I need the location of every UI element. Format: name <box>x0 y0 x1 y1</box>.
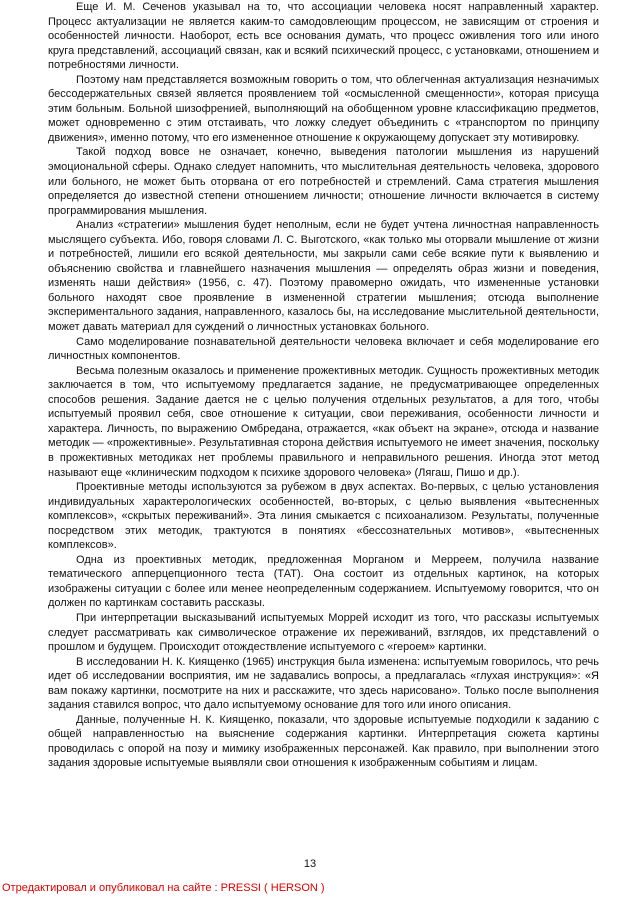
paragraph: В исследовании Н. К. Киященко (1965) инструкция была изменена: испытуемым говорилось, что речь идет об исследовании восприятия, им не задавались вопросы, а предлагалась «глухая инструкция»: «Я вам покажу картинки, посмотрите на них и расскажите, что здесь нарисовано». Только после выполнения задания ставился вопрос, что дало испытуемому основание для того или иного описания. <box>48 655 599 712</box>
paragraph: Проективные методы используются за рубежом в двух аспектах. Во-первых, с целью установления индивидуальных характерологических особенностей, во-вторых, с целью выявления «вытесненных комплексов», «скрытых переживаний». Эта линия смыкается с психоанализом. Результаты, полученные посредством этих методик, трактуются в понятиях «бессознательных мотивов», «вытесненных комплексов». <box>48 481 599 552</box>
paragraph: Данные, полученные Н. К. Киященко, показали, что здоровые испытуемые подходили к заданию с общей направленностью на выяснение содержания картинки. Интерпретация сюжета картины проводилась с опорой на позу и мимику изображенных персонажей. Как правило, при выполнении этого задания здоровые испытуемые выявляли свои отношения к изображенным событиям и лицам. <box>48 713 599 770</box>
paragraph: Одна из проективных методик, предложенная Морганом и Мерреем, получила название тематического апперцепционного теста (ТАТ). Она состоит из отдельных картинок, на которых изображены ситуации с более или менее неопределенным содержанием. Испытуемому говорится, что он должен по картинкам составить рассказы. <box>48 553 599 610</box>
paragraph: При интерпретации высказываний испытуемых Моррей исходит из того, что рассказы испытуемых следует рассматривать как символическое отражение их переживаний, взглядов, их представлений о прошлом и будущем. Происходит отождествление испытуемого с «героем» картинки. <box>48 611 599 654</box>
page-number: 13 <box>303 858 317 870</box>
paragraph: Анализ «стратегии» мышления будет неполным, если не будет учтена личностная направленность мыслящего субъекта. Ибо, говоря словами Л. С. Выготского, «как только мы оторвали мышление от жизни и потребностей, лишили его всякой деятельности, мы закрыли сами себе всякие пути к выявлению и объяснению свойства и главнейшего назначения мышления — определять образ жизни и поведения, изменять наши действия» (1956, с. 47). Поэтому правомерно ожидать, что измененные установки больного находят свое проявление в измененной стратегии мышления; отсюда выполнение экспериментального задания, направленного, казалось бы, на исследование мыслительной деятельности, может давать материал для суждений о личностных установках больного. <box>48 219 599 334</box>
paragraph: Такой подход вовсе не означает, конечно, выведения патологии мышления из нарушений эмоциональной сферы. Однако следует напомнить, что мыслительная деятельность человека, здорового или больного, не может быть оторвана от его потребностей и стремлений. Сама стратегия мышления определяется до известной степени отношением личности; отношение личности включается в систему программирования мышления. <box>48 146 599 217</box>
paragraph: Само моделирование познавательной деятельности человека включает и себя моделирование его личностных компонентов. <box>48 335 599 363</box>
paragraph: Поэтому нам представляется возможным говорить о том, что облегченная актуализация незначимых бессодержательных связей является проявлением той «осмысленной смещенности», которая присуща этим больным. Больной шизофренией, выполняющий на обобщенном уровне классификацию предметов, может одновременно с этим отстаивать, что ложку следует объединить с «транспортом по принципу движения», именно потому, что его измененное отношение к окружающему допускает эту мотивировку. <box>48 73 599 144</box>
page-body <box>48 0 599 771</box>
paragraph: Весьма полезным оказалось и применение прожективных методик. Сущность прожективных методик заключается в том, что испытуемому предлагается задание, не предусматривающее определенных способов решения. Задание дается не с целью получения отдельных результатов, а для того, чтобы испытуемый проявил себя, свое отношение к ситуации, свои переживания, особенности личности и характера. Личность, по выражению Омбредана, отражается, «как объект на экране», отсюда и название методик — «прожективные». Результативная сторона действия испытуемого не имеет значения, поскольку в прожективных методиках нет проблемы правильного и неправильного решения. Иногда этот метод называют еще «клиническим подходом к психике здорового человека» (Лягаш, Пишо и др.). <box>48 364 599 479</box>
paragraph: Еще И. М. Сеченов указывал на то, что ассоциации человека носят направленный характер. Процесс актуализации не является каким-то самодовлеющим процессом, не зависящим от строения и особенностей личности. Наоборот, есть все основания думать, что процесс оживления того или иного круга представлений, ассоциаций связан, как и всякий психический процесс, с установками, отношением и потребностями личности. <box>48 1 599 72</box>
footer-credit: Отредактировал и опубликовал на сайте : PRESSI ( HERSON ) <box>2 882 325 894</box>
